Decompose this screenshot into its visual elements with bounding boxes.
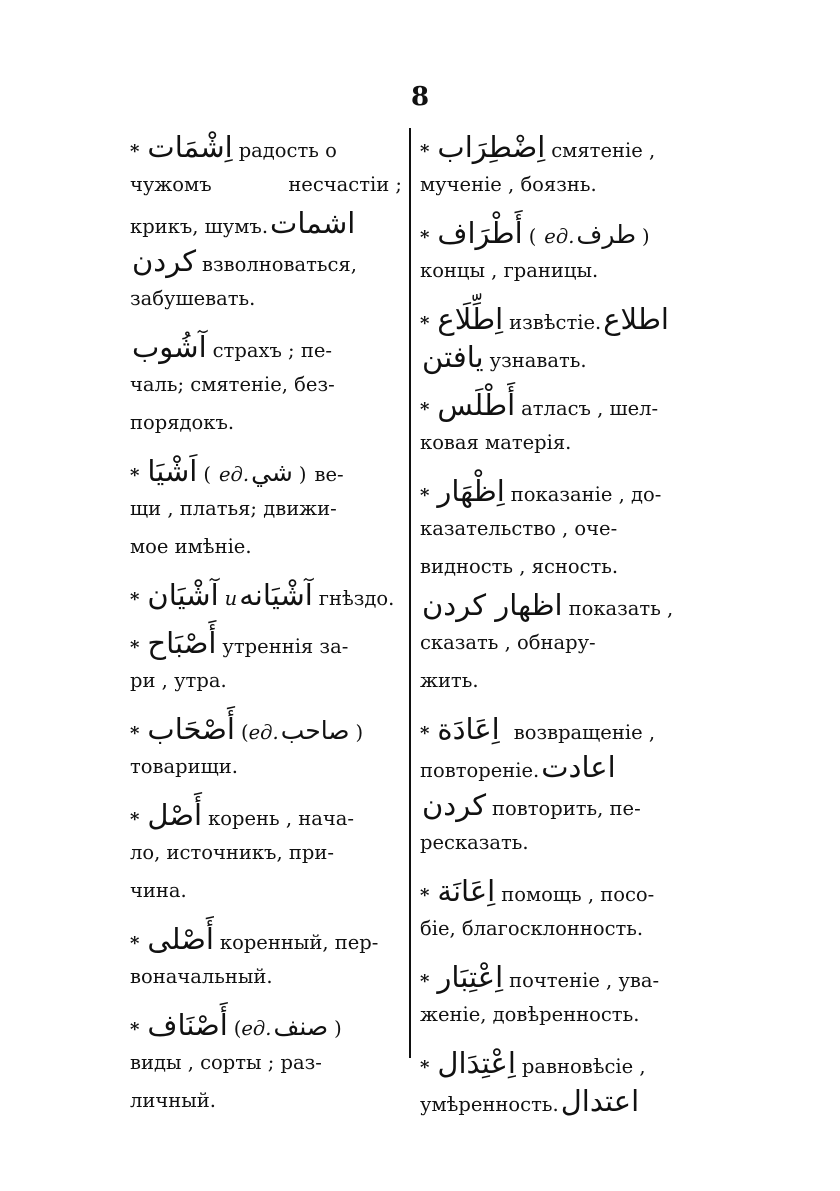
arabic-headword: أَطْرَاف [437,216,523,250]
arabic-singular: صاحب [280,716,350,745]
definition-text: умѣренность. [420,1093,559,1116]
entry-atlas [420,386,692,462]
arabic-headword: اَشْيَا [147,454,198,488]
definition-text: показаніе , до- [510,483,662,506]
arabic-phrase: اعادت [541,750,616,784]
arabic-variant: آشْيَان [147,578,219,612]
entry-ishmat [130,128,402,318]
definition-text: ри , утра. [130,669,227,692]
entry-marker: * [130,723,140,744]
arabic-headword: أَصْحَاب [147,712,235,746]
arabic-phrase: اعتدال [560,1084,640,1118]
definition-text: ковая матерія. [420,431,572,454]
entry-itibar [420,958,692,1034]
arabic-phrase: اشمات [270,206,356,240]
arabic-headword: أَصْنَاف [147,1008,228,1042]
arabic-singular: طرف [576,220,637,249]
definition-text: чаль; смятеніе, без- [130,373,335,396]
paren-close: ) [298,463,307,486]
entry-marker: * [130,141,140,162]
definition-text: личный. [130,1089,216,1112]
arabic-headword: اِعَادَة [437,712,500,746]
entry-marker: * [420,485,430,506]
singular-label: ед. [248,721,279,744]
entry-asl [130,796,402,910]
definition-text: женіе, довѣренность. [420,1003,640,1026]
paren-open: ( [203,463,211,486]
column-divider [409,128,411,1058]
entry-marker: * [420,723,430,744]
definition-text: крикъ, шумъ. [130,215,269,238]
entry-iana [420,872,692,948]
definition-text: утреннія за- [222,635,349,658]
arabic-headword: آشْيَانه [239,578,313,612]
definition-text: возвращеніе , [513,721,656,744]
singular-label: ед. [544,225,575,248]
definition-text: ве- [314,463,344,486]
paren-close: ) [642,225,650,248]
entry-ashub [130,328,402,442]
arabic-headword: اِعَانَة [437,874,496,908]
entry-marker: * [420,971,430,992]
definition-text: узнавать. [489,349,587,372]
page-number: 8 [410,82,430,112]
conjunction: и [224,587,238,610]
definition-text: несчастіи ; [288,173,402,196]
arabic-headword: أَطْلَس [437,388,516,422]
definition-text: жить. [420,669,479,692]
paren-close: ) [355,721,364,744]
paren-close: ) [334,1017,342,1040]
singular-label: ед. [241,1017,272,1040]
arabic-headword: أَصْل [147,798,203,832]
definition-text: корень , нача- [208,807,354,830]
entry-marker: * [130,465,140,486]
entry-atraf [420,214,692,290]
definition-text: сказать , обнару- [420,631,596,654]
arabic-phrase: کردن [132,244,197,278]
entry-marker: * [130,637,140,658]
paren-open: ( [233,1017,242,1040]
entry-marker: * [420,1057,430,1078]
definition-text: извѣстіе. [509,311,602,334]
arabic-headword: اِعْتِدَال [437,1046,516,1080]
definition-text: ло, источникъ, при- [130,841,334,864]
arabic-phrase: کردن [422,788,487,822]
entry-marker: * [420,313,430,334]
definition-text: коренный, пер- [219,931,379,954]
entry-ashiyane [130,576,402,614]
definition-text: атласъ , шел- [521,397,659,420]
arabic-headword: اِعْتِبَار [437,960,504,994]
arabic-headword: آشُوب [132,330,207,364]
entry-marker: * [420,227,430,248]
definition-text: видность , ясность. [420,555,619,578]
entry-marker: * [130,589,140,610]
definition-text: чужомъ [130,173,212,196]
entry-iada [420,710,692,862]
definition-text: концы , границы. [420,259,599,282]
definition-text: казательство , оче- [420,517,618,540]
entry-marker: * [130,1019,140,1040]
definition-text: взволноваться, [202,253,357,276]
entry-izhar [420,472,692,700]
entry-marker: * [420,885,430,906]
entry-ashya [130,452,402,566]
definition-text: чина. [130,879,187,902]
definition-text: смятеніе , [551,139,656,162]
definition-text: ресказать. [420,831,529,854]
definition-text: гнѣздо. [318,587,395,610]
entry-marker: * [420,399,430,420]
definition-text: порядокъ. [130,411,235,434]
arabic-phrase: اطلاع [603,302,669,336]
entry-asnaf [130,1006,402,1120]
definition-text: мученіе , боязнь. [420,173,597,196]
paren-open: ( [240,721,249,744]
entry-ashab [130,710,402,786]
entry-marker: * [420,141,430,162]
arabic-phrase: اظهار کردن [422,588,563,622]
definition-text: радость о [238,139,337,162]
arabic-headword: أَصْبَاح [147,626,217,660]
arabic-headword: اِظْهَار [437,474,505,508]
definition-text: воначальный. [130,965,273,988]
definition-text: страхъ ; пе- [212,339,332,362]
definition-text: повторить, пе- [492,797,641,820]
entry-itidal [420,1044,692,1120]
definition-text: товарищи. [130,755,238,778]
definition-text: забушевать. [130,287,256,310]
arabic-singular: صنف [273,1012,329,1041]
arabic-headword: أَصْلى [147,922,214,956]
definition-text: почтеніе , ува- [509,969,660,992]
entry-ittila [420,300,692,376]
arabic-headword: اِشْمَات [147,130,233,164]
singular-label: ед. [218,463,250,486]
entry-marker: * [130,809,140,830]
definition-text: щи , платья; движи- [130,497,337,520]
arabic-phrase: يافتن [422,340,484,374]
paren-open: ( [528,225,537,248]
entry-asbah [130,624,402,700]
definition-text: мое имѣніе. [130,535,252,558]
definition-text: помощь , посо- [501,883,655,906]
definition-text: повтореніе. [420,759,540,782]
arabic-headword: اِضْطِرَاب [437,130,546,164]
entry-asli [130,920,402,996]
definition-text: біе, благосклонность. [420,917,644,940]
arabic-headword: اِطِّلَاع [437,302,504,336]
left-column [130,128,402,1130]
arabic-singular: شي [251,458,293,487]
right-column [420,128,692,1130]
definition-text: показать , [568,597,674,620]
definition-text: равновѣсіе , [521,1055,646,1078]
definition-text: виды , сорты ; раз- [130,1051,322,1074]
entry-iztirab [420,128,692,204]
entry-marker: * [130,933,140,954]
